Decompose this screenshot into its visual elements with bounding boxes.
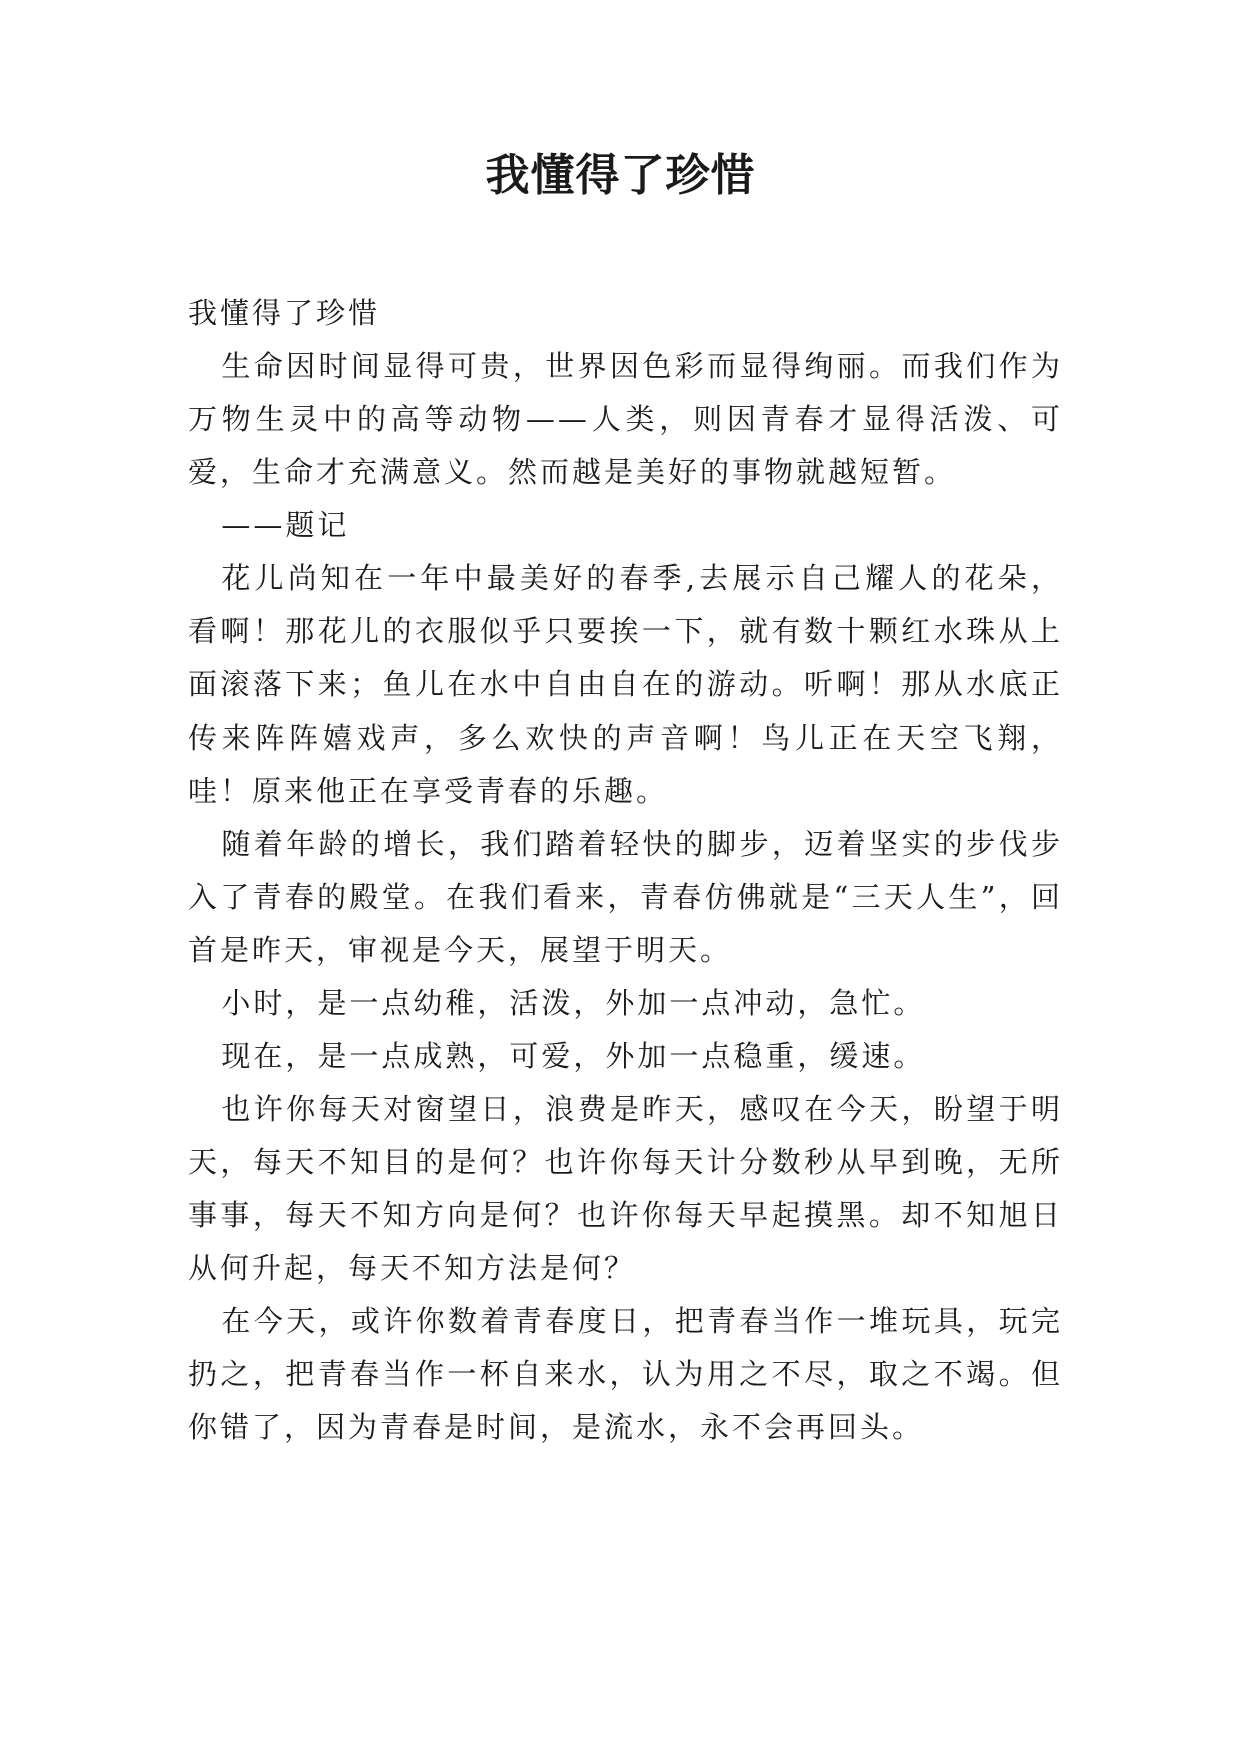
document-body [188,287,1063,1454]
paragraph-epigraph: ——题记 [221,508,350,543]
paragraph-growing-up: 随着年龄的增长，我们踏着轻快的脚步，迈着坚实的步伐步入了青春的殿堂。在我们看来，青春仿佛就是“三天人生”，回首是昨天，审视是今天，展望于明天。 [188,826,1063,967]
paragraph-present: 现在，是一点成熟，可爱，外加一点稳重，缓速。 [221,1038,926,1073]
paragraph-childhood: 小时，是一点幼稚，活泼，外加一点冲动，急忙。 [221,985,926,1020]
paragraph-flowers: 花儿尚知在一年中最美好的春季,去展示自己耀人的花朵，看啊！那花儿的衣服似乎只要挨一下，就有数十颗红水珠从上面滚落下来；鱼儿在水中自由自在的游动。听啊！那从水底正传来阵阵嬉戏声，多么欢快的声音啊！鸟儿正在天空飞翔，哇！原来他正在享受青春的乐趣。 [188,561,1063,808]
paragraph-intro: 生命因时间显得可贵，世界因色彩而显得绚丽。而我们作为万物生灵中的高等动物——人类，则因青春才显得活泼、可爱，生命才充满意义。然而越是美好的事物就越短暂。 [188,349,1063,490]
document-title: 我懂得了珍惜 [485,150,756,201]
document-subtitle: 我懂得了珍惜 [188,296,381,330]
paragraph-today: 在今天，或许你数着青春度日，把青春当作一堆玩具，玩完扔之，把青春当作一杯自来水，认为用之不尽，取之不竭。但你错了，因为青春是时间，是流水，永不会再回头。 [188,1304,1063,1445]
paragraph-wasting-days: 也许你每天对窗望日，浪费是昨天，感叹在今天，盼望于明天，每天不知目的是何？也许你每天计分数秒从早到晚，无所事事，每天不知方向是何？也许你每天早起摸黑。却不知旭日从何升起，每天不知方法是何？ [188,1091,1063,1286]
